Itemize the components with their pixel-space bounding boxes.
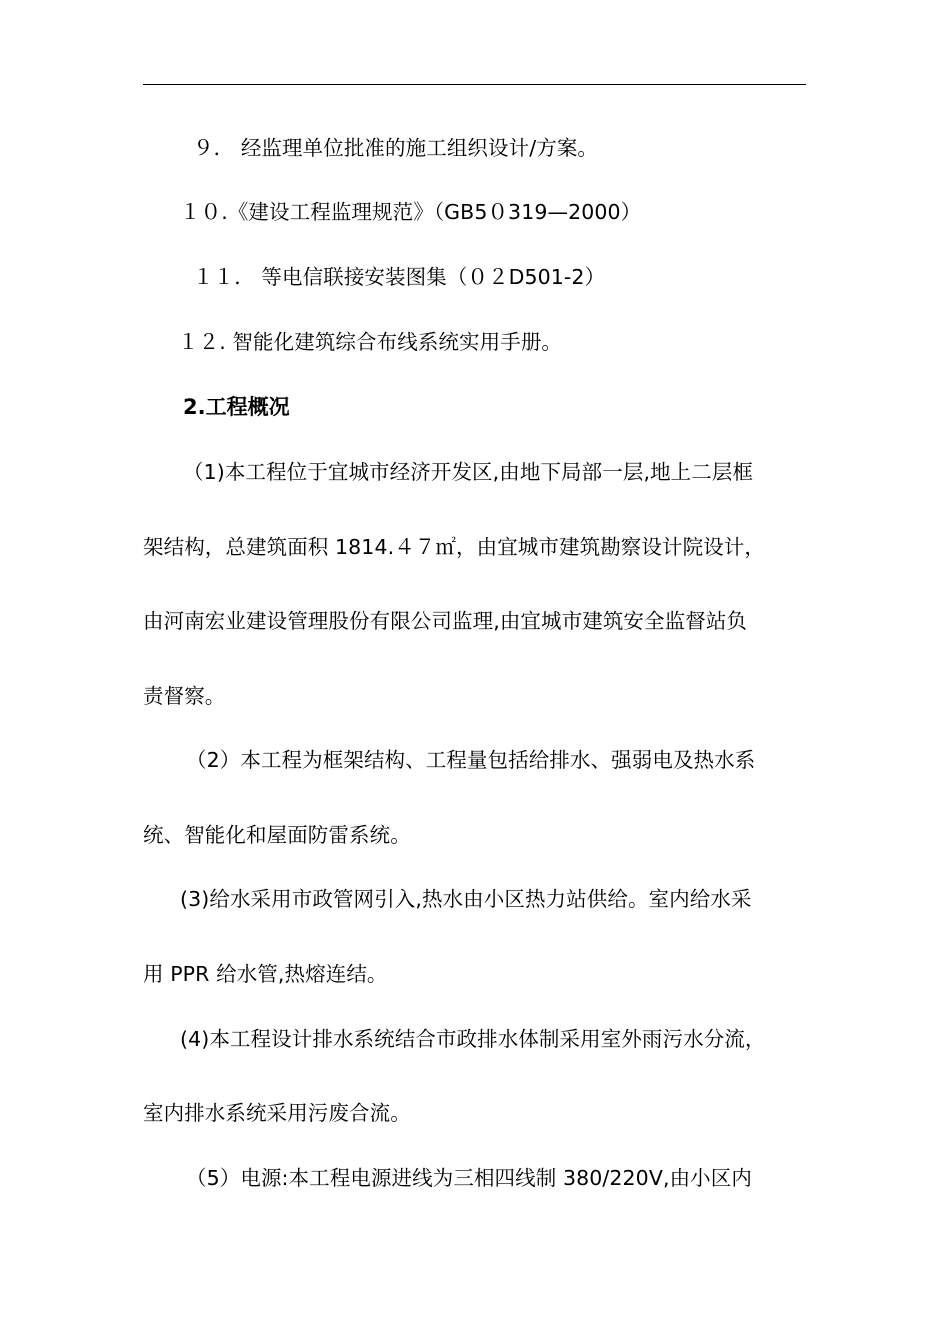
paragraph-2-line-2: 统、智能化和屋面防雷系统。 xyxy=(143,823,411,847)
list-item-11: １１． 等电信联接安装图集（０２D501-2） xyxy=(193,265,606,289)
header-rule xyxy=(143,84,806,85)
paragraph-1-line-3: 由河南宏业建设管理股份有限公司监理,由宜城市建筑安全监督站负 xyxy=(143,609,748,633)
paragraph-3-line-2: 用 PPR 给水管,热熔连结。 xyxy=(143,962,388,986)
section-title: 2.工程概况 xyxy=(183,395,290,419)
paragraph-5-line-1: （5）电源:本工程电源进线为三相四线制 380/220V,由小区内 xyxy=(186,1166,752,1190)
paragraph-4-line-1: (4)本工程设计排水系统结合市政排水体制采用室外雨污水分流， xyxy=(180,1027,766,1051)
paragraph-1-line-2: 架结构，总建筑面积 1814.４７㎡，由宜城市建筑勘察设计院设计， xyxy=(143,535,766,559)
paragraph-1-line-4: 责督察。 xyxy=(143,684,226,708)
paragraph-3-line-1: (3)给水采用市政管网引入,热水由小区热力站供给。室内给水采 xyxy=(180,887,752,911)
paragraph-1-line-1: （1)本工程位于宜城市经济开发区,由地下局部一层,地上二层框 xyxy=(183,460,754,484)
list-item-9: ９． 经监理单位批准的施工组织设计/方案。 xyxy=(193,136,599,160)
list-item-10: １０.《建设工程监理规范》（GB5０319—2000） xyxy=(180,200,642,224)
paragraph-4-line-2: 室内排水系统采用污废合流。 xyxy=(143,1101,411,1125)
paragraph-2-line-1: （2）本工程为框架结构、工程量包括给排水、强弱电及热水系 xyxy=(186,748,756,772)
list-item-12: １２. 智能化建筑综合布线系统实用手册。 xyxy=(178,330,563,354)
